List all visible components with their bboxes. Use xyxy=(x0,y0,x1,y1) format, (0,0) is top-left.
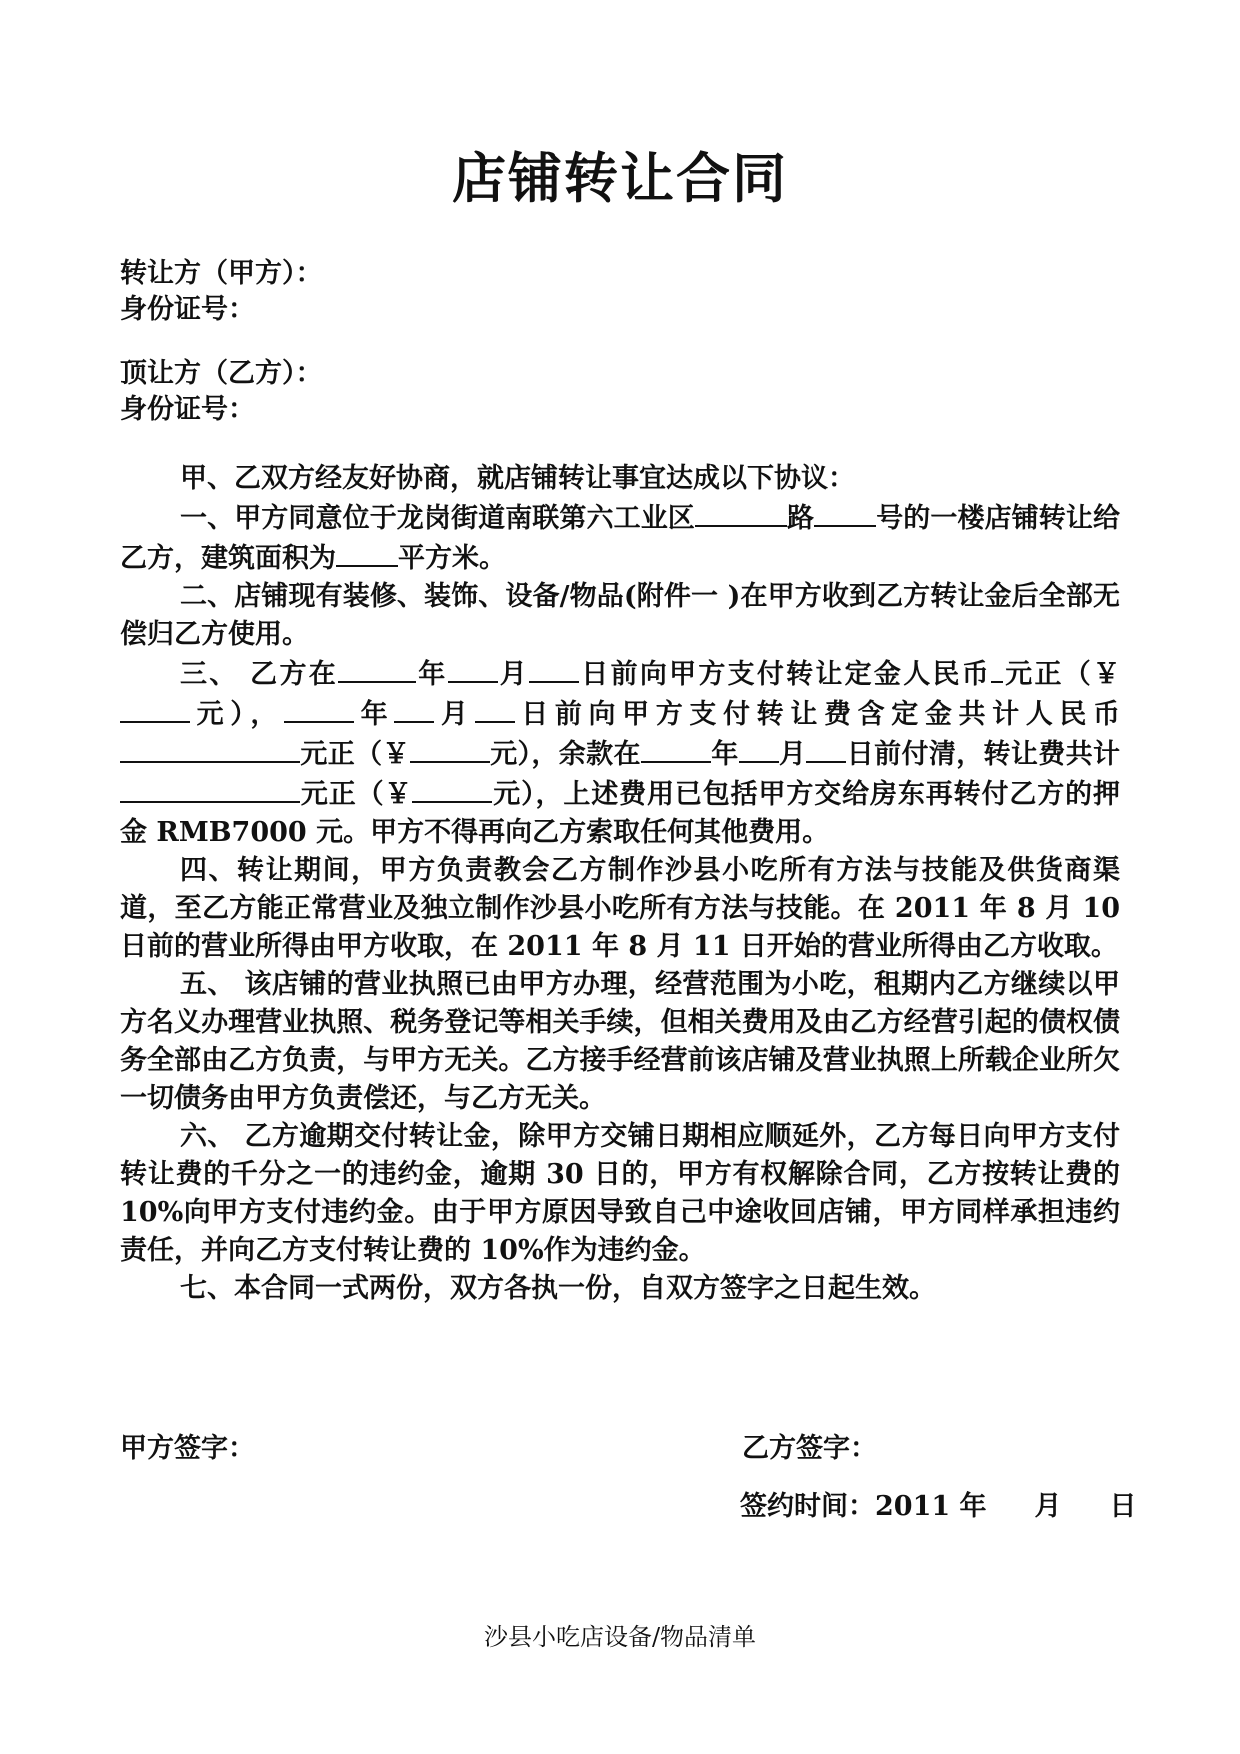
deposit-amount-blank xyxy=(991,654,1003,683)
party-b-signature-label: 乙方签字： xyxy=(742,1433,877,1464)
clause-2: 二、店铺现有装修、装饰、设备/物品(附件一 )在甲方收到乙方转让金后全部无偿归乙方使用。 xyxy=(120,581,1120,650)
clause-3-text-f: 元正（￥ xyxy=(300,739,410,770)
balance-year-blank xyxy=(641,734,711,763)
clause-3-year-2: 年 xyxy=(354,699,395,730)
clause-1-text-c: 号的一楼店铺转让给乙方，建筑面积为 xyxy=(120,503,1121,574)
clause-3-text-d: 元）， xyxy=(190,699,285,730)
clause-3-year-3: 年 xyxy=(710,739,739,770)
deposit-day-blank xyxy=(529,654,579,683)
clause-1-text-a: 一、甲方同意位于龙岗街道南联第六工业区 xyxy=(180,503,695,534)
clause-6: 六、 乙方逾期交付转让金，除甲方交铺日期相应顺延外，乙方每日向甲方支付转让费的千分之一的违约金，逾期 30 日的，甲方有权解除合同，乙方按转让费的 10%向甲方支付违约金。由于甲方原因导致自己中途收回店铺，甲方同样承担违约责任，并向乙方支付转让费的 10%作为违约金。 xyxy=(120,1121,1120,1266)
clause-3-text-b: 日前向甲方支付转让定金人民币 xyxy=(579,659,991,690)
area-blank xyxy=(336,538,398,567)
fee-day-blank xyxy=(475,694,515,723)
total-amount-blank xyxy=(120,774,300,803)
clause-4: 四、转让期间，甲方负责教会乙方制作沙县小吃所有方法与技能及供货商渠道，至乙方能正常营业及独立制作沙县小吃所有方法与技能。在 2011 年 8 月 10 日前的营业所得由甲方收取，在 2011 年 8 月 11 日开始的营业所得由乙方收取。 xyxy=(120,855,1120,962)
clause-3-text-e: 日前向甲方支付转让费含定金共计人民币 xyxy=(514,699,1121,730)
road-blank xyxy=(695,498,787,527)
clause-1-text-d: 平方米。 xyxy=(398,543,506,574)
clause-3-text-a: 三、 乙方在 xyxy=(180,659,338,690)
clause-3-year: 年 xyxy=(415,659,448,690)
clause-3-month-3: 月 xyxy=(778,739,807,770)
clause-1-text-b: 路 xyxy=(786,503,815,534)
clause-3 xyxy=(120,654,1120,852)
attachment-title: 沙县小吃店设备/物品清单 xyxy=(483,1623,757,1651)
clause-3-text-h: 日前付清，转让费共计 xyxy=(846,739,1121,770)
clause-3-month: 月 xyxy=(497,659,530,690)
party-b-block xyxy=(120,356,323,428)
balance-day-blank xyxy=(806,734,846,763)
fee-month-blank xyxy=(394,694,434,723)
contract-body xyxy=(120,460,1120,1308)
clause-5: 五、 该店铺的营业执照已由甲方办理，经营范围为小吃，租期内乙方继续以甲方名义办理营业执照、税务登记等相关手续，但相关费用及由乙方经营引起的债权债务全部由乙方负责，与甲方无关。乙方接手经营前该店铺及营业执照上所载企业所欠一切债务由甲方负责偿还，与乙方无关。 xyxy=(120,969,1120,1114)
clause-3-text-j: 元），上述费用已包括甲方交给房东再转付乙方的押金 RMB7000 元。甲方不得再向乙方索取任何其他费用。 xyxy=(120,779,1120,848)
signing-month-label: 月 xyxy=(1034,1491,1062,1522)
party-a-signature-label: 甲方签字： xyxy=(120,1433,255,1464)
deposit-year-blank xyxy=(338,654,416,683)
party-a-label: 转让方（甲方）： xyxy=(120,258,323,289)
clause-1 xyxy=(120,498,1120,578)
clause-3-month-2: 月 xyxy=(434,699,475,730)
total-figure-blank xyxy=(412,774,492,803)
signing-date-label: 签约时间：2011 年 xyxy=(740,1491,987,1522)
contract-title: 店铺转让合同 xyxy=(452,146,788,210)
clause-3-text-g: 元），余款在 xyxy=(489,739,641,770)
party-a-block xyxy=(120,256,323,328)
clause-7: 七、本合同一式两份，双方各执一份，自双方签字之日起生效。 xyxy=(180,1273,936,1304)
balance-month-blank xyxy=(739,734,779,763)
fee-amount-blank xyxy=(120,734,300,763)
fee-figure-blank xyxy=(410,734,490,763)
signing-day-label: 日 xyxy=(1109,1491,1137,1522)
fee-year-blank xyxy=(284,694,354,723)
party-b-id-label: 身份证号： xyxy=(120,394,255,425)
party-a-id-label: 身份证号： xyxy=(120,294,255,325)
signing-date xyxy=(740,1484,1137,1523)
clause-3-text-i: 元正（￥ xyxy=(300,779,413,810)
number-blank xyxy=(814,498,876,527)
party-b-label: 顶让方（乙方）： xyxy=(120,358,323,389)
deposit-month-blank xyxy=(448,654,498,683)
intro-paragraph: 甲、乙双方经友好协商，就店铺转让事宜达成以下协议： xyxy=(180,463,855,494)
deposit-figure-blank xyxy=(120,694,190,723)
clause-3-text-c: 元正（￥ xyxy=(1002,659,1121,690)
